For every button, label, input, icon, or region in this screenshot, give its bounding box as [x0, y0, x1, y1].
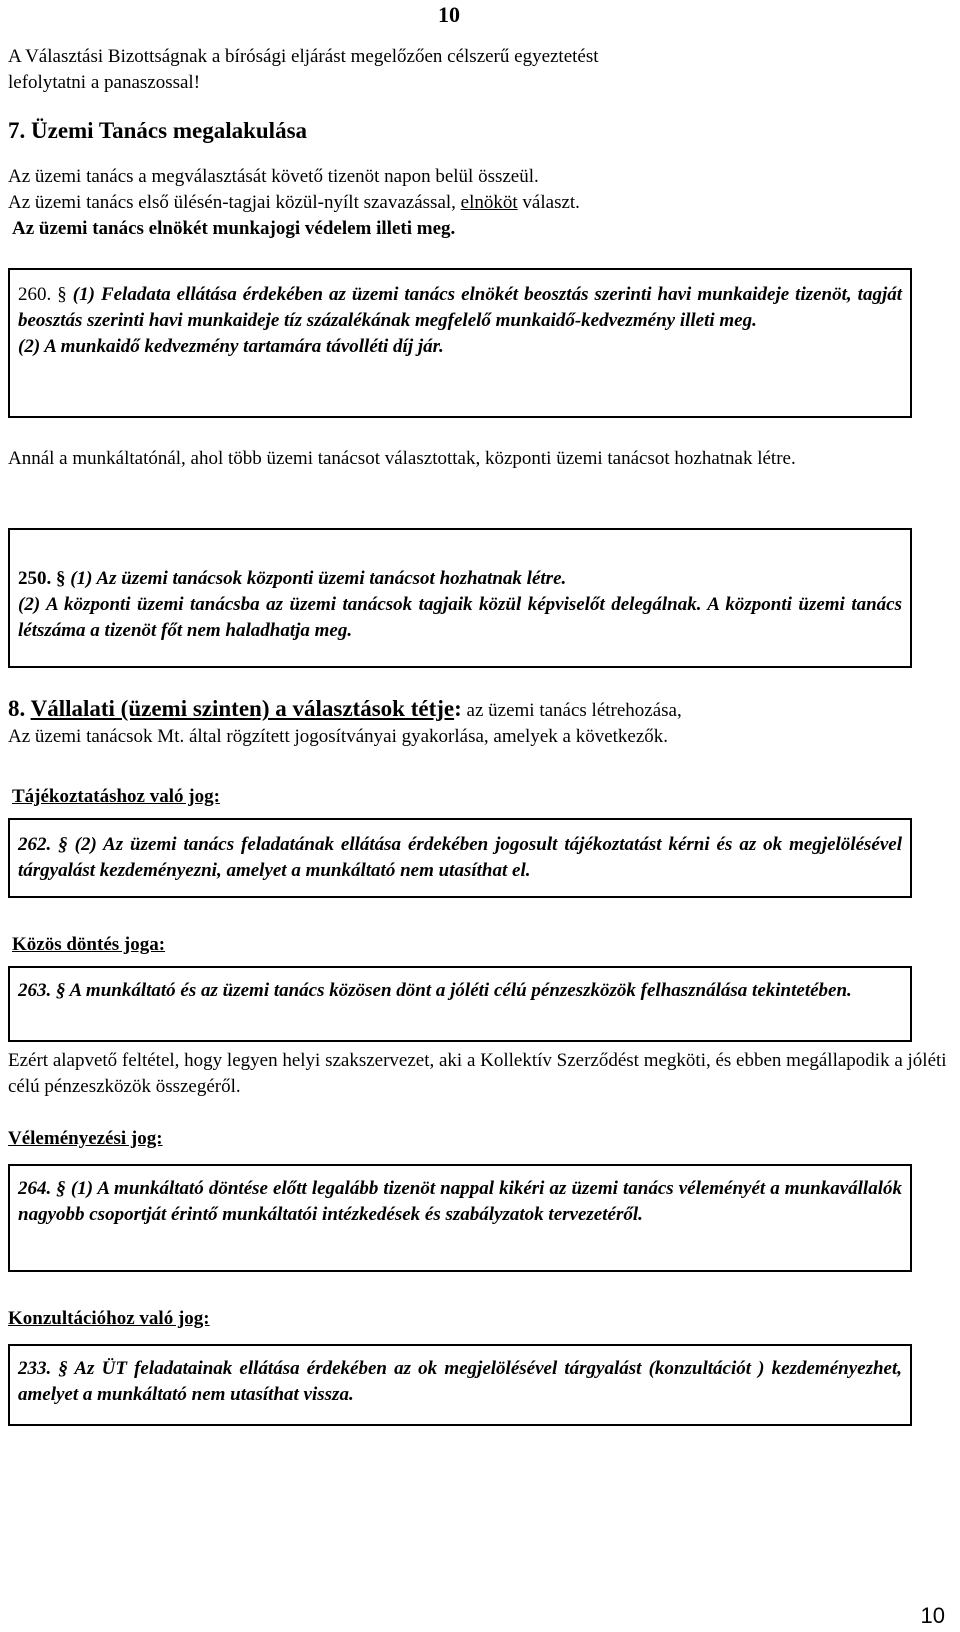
law-250-text-1: (1) Az üzemi tanácsok központi üzemi tanácsot hozhatnak létre. [70, 568, 567, 589]
section-8-line-2: Az üzemi tanácsok Mt. által rögzített jogosítványai gyakorlása, amelyek a következők. [8, 726, 669, 747]
section-7-line-3: Az üzemi tanács elnökét munkajogi védelem illeti meg. [12, 218, 456, 239]
law-box-233 [8, 1344, 912, 1426]
section-7-line-2-post: választ. [517, 192, 580, 213]
central-council-paragraph: Annál a munkáltatónál, ahol több üzemi tanácsot választottak, központi üzemi tanácsot hozhatnak létre. [8, 448, 796, 469]
section-8-colon: : [454, 696, 462, 721]
law-box-264 [8, 1164, 912, 1272]
law-262-text: 262. § (2) Az üzemi tanács feladatának ellátása érdekében jogosult tájékoztatást kérni és az ok megjelölésével tárgyalást kezdeményezni, amelyet a munkáltató nem utasíthat el. [18, 834, 902, 881]
law-263-text: 263. § A munkáltató és az üzemi tanács közösen dönt a jóléti célú pénzeszközök felhasználása tekintetében. [18, 980, 852, 1001]
law-box-260 [8, 268, 912, 418]
page-number-top: 10 [438, 2, 460, 27]
law-233-text: 233. § Az ÜT feladatainak ellátása érdekében az ok megjelölésével tárgyalást (konzultációt ) kezdeményezhet, amelyet a munkáltató nem utasíthat vissza. [18, 1358, 902, 1405]
section-8-number: 8. [8, 696, 31, 721]
law-260-prefix: 260. § [18, 284, 73, 305]
opinion-label [8, 1126, 948, 1152]
section-8-heading: Vállalati (üzemi szinten) a választások tétje [30, 696, 455, 721]
law-box-262 [8, 818, 912, 898]
law-box-263 [8, 966, 912, 1042]
law-260-para-2: (2) A munkaidő kedvezmény tartamára távolléti díj jár. [18, 336, 444, 357]
joint-decision-label-text: Közös döntés joga: [12, 934, 166, 955]
law-250-para-1 [18, 566, 902, 592]
section-7-line-2-underlined: elnököt [460, 192, 518, 213]
section-7-line-2 [8, 190, 948, 216]
section-7-line-2-pre: Az üzemi tanács első ülésén-tagjai közül-nyílt szavazással, [8, 192, 461, 213]
section-8 [8, 696, 948, 750]
section-8-line-1 [8, 696, 948, 724]
intro-paragraph [8, 44, 948, 96]
intro-line-2: lefolytatni a panaszossal! [8, 72, 201, 93]
law-250-para-2: (2) A központi üzemi tanácsba az üzemi tanácsok tagjaik közül képviselőt delegálnak. A központi üzemi tanács létszáma a tizenöt főt nem haladhatja meg. [18, 594, 902, 641]
info-right-label [12, 784, 952, 810]
intro-line-1: A Választási Bizottságnak a bírósági eljárást megelőzően célszerű egyeztetést [8, 46, 599, 67]
section-7-body [8, 164, 948, 242]
info-right-label-text: Tájékoztatáshoz való jog: [12, 786, 220, 807]
joint-decision-note: Ezért alapvető feltétel, hogy legyen helyi szakszervezet, aki a Kollektív Szerződést megköti, és ebben megállapodik a jóléti célú pénzeszközök összegéről. [8, 1050, 947, 1097]
law-box-250 [8, 528, 912, 668]
law-260-para-1 [18, 282, 902, 334]
joint-decision-label [12, 932, 952, 958]
law-260-text-1: (1) Feladata ellátása érdekében az üzemi tanács elnökét beosztás szerinti havi munkaideje tizenöt, tagját beosztás szerinti havi munkaideje tíz százalékának megfelelő munkaidő-kedvezmény illeti meg. [18, 284, 902, 331]
law-264-text: 264. § (1) A munkáltató döntése előtt legalább tizenöt nappal kikéri az üzemi tanács véleményét a munkavállalók nagyobb csoportját érintő munkáltatói intézkedések és szabályzatok tervezetéről. [18, 1178, 902, 1225]
opinion-label-text: Véleményezési jog: [8, 1128, 163, 1149]
section-7-heading: 7. Üzemi Tanács megalakulása [8, 118, 308, 143]
consultation-label-text: Konzultációhoz való jog: [8, 1308, 210, 1329]
section-7-line-1: Az üzemi tanács a megválasztását követő tizenöt napon belül összeül. [8, 166, 539, 187]
section-8-line-1-rest: az üzemi tanács létrehozása, [461, 700, 682, 721]
law-250-prefix: 250. § [18, 568, 71, 589]
page-number-bottom: 10 [920, 1603, 945, 1628]
consultation-label [8, 1306, 948, 1332]
